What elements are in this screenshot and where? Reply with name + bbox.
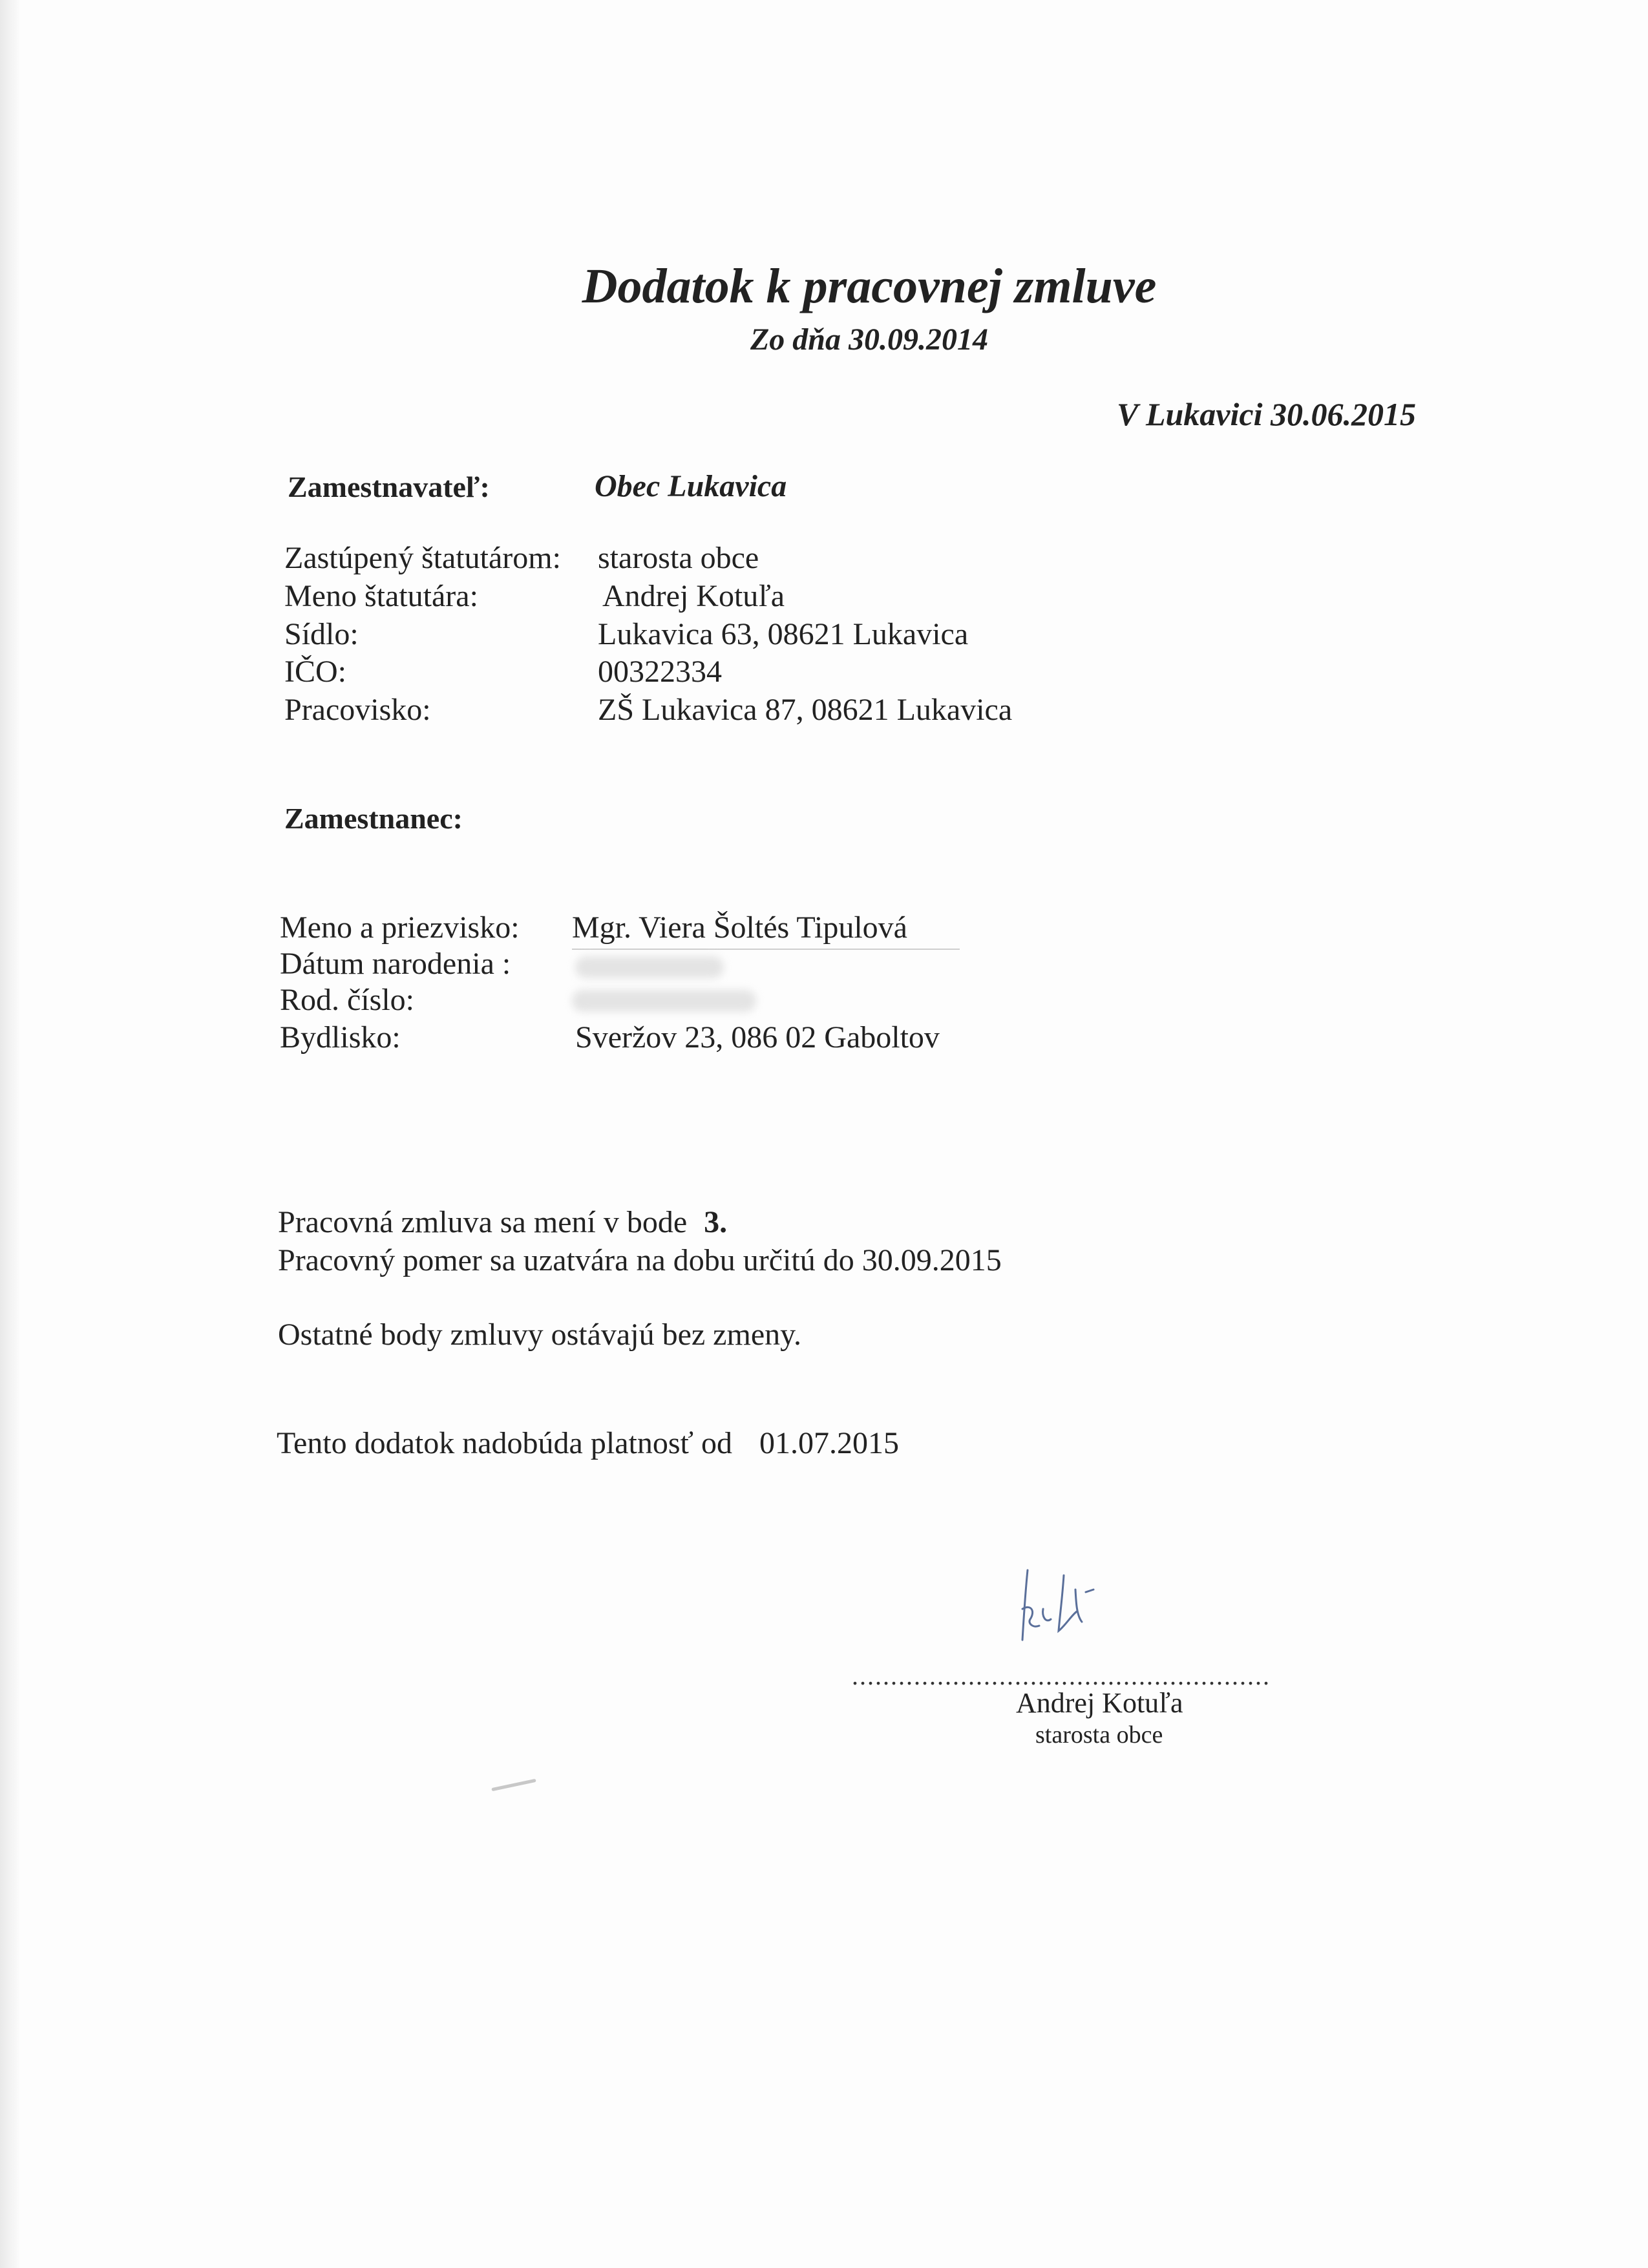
seat-label: Sídlo: [284, 617, 359, 651]
redacted-birth-number [572, 990, 756, 1012]
representative-label: Zastúpený štatutárom: [284, 541, 561, 575]
name-underline [572, 949, 960, 950]
signer-role: starosta obce [1035, 1721, 1163, 1748]
validity-date: 01.07.2015 [759, 1426, 900, 1460]
ico-value: 00322334 [598, 655, 722, 689]
handwritten-signature [1013, 1564, 1104, 1648]
validity-prefix: Tento dodatok nadobúda platnosť od [277, 1426, 733, 1460]
workplace-label: Pracovisko: [284, 693, 431, 727]
signer-name: Andrej Kotuľa [1016, 1687, 1183, 1719]
change-point: 3. [704, 1205, 728, 1239]
ico-label: IČO: [284, 655, 346, 689]
full-name-value: Mgr. Viera Šoltés Tipulová [572, 910, 907, 945]
change-line [278, 1204, 727, 1240]
signature-line: ...................................................... [852, 1661, 1271, 1690]
statutory-name-value: Andrej Kotuľa [602, 579, 785, 613]
document-subtitle: Zo dňa 30.09.2014 [750, 322, 988, 357]
representative-value: starosta obce [598, 541, 759, 575]
validity-line [277, 1425, 899, 1461]
place-date: V Lukavici 30.06.2015 [1117, 396, 1416, 432]
redacted-birth-date [575, 956, 724, 978]
seat-value: Lukavica 63, 08621 Lukavica [598, 617, 969, 651]
other-points-line: Ostatné body zmluvy ostávajú bez zmeny. [278, 1318, 801, 1352]
full-name-label: Meno a priezvisko: [280, 910, 520, 945]
address-label: Bydlisko: [280, 1020, 401, 1055]
change-prefix: Pracovná zmluva sa mení v bode [278, 1205, 688, 1239]
scan-mark [491, 1779, 536, 1791]
document-title: Dodatok k pracovnej zmluve [582, 259, 1157, 313]
birth-date-label: Dátum narodenia : [280, 947, 511, 981]
birth-number-label: Rod. číslo: [280, 983, 415, 1017]
address-value: Sveržov 23, 086 02 Gaboltov [575, 1020, 940, 1055]
term-line: Pracovný pomer sa uzatvára na dobu určitú do 30.09.2015 [278, 1243, 1002, 1277]
statutory-name-label: Meno štatutára: [284, 579, 478, 613]
employer-name: Obec Lukavica [595, 469, 787, 503]
workplace-value: ZŠ Lukavica 87, 08621 Lukavica [598, 693, 1013, 727]
employee-label: Zamestnanec: [284, 802, 463, 835]
employer-label: Zamestnavateľ: [288, 470, 490, 503]
